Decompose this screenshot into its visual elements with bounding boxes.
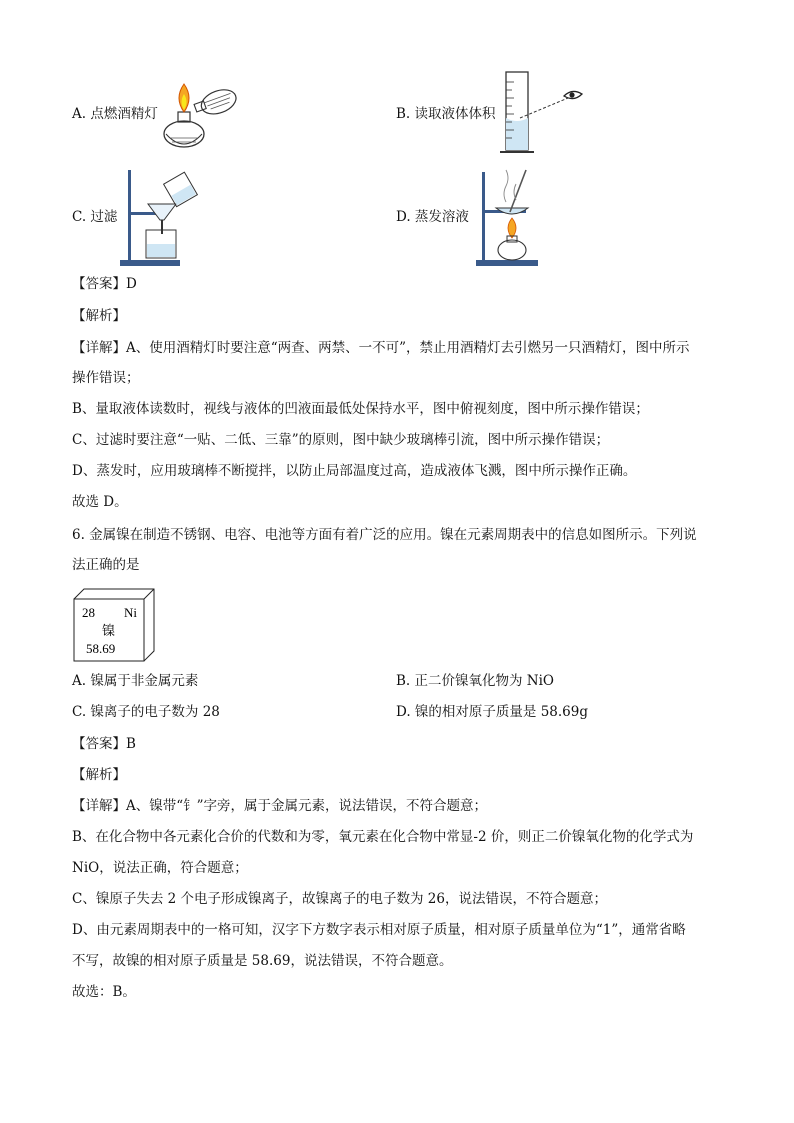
option-d-label: D. 蒸发溶液 [396, 209, 469, 225]
element-atomic-mass: 58.69 [86, 641, 116, 656]
option-c-label: C. 过滤 [72, 209, 118, 225]
evaporation-figure [470, 164, 562, 268]
q6-stem-line: 法正确的是 [72, 557, 140, 573]
q6-conclusion: 故选：B。 [72, 984, 136, 1000]
q6-detail-line: D、由元素周期表中的一格可知，汉字下方数字表示相对原子质量，相对原子质量单位为“1”，通常省略 [72, 922, 686, 938]
graduated-cylinder-reading-figure [496, 68, 588, 158]
q6-detail-line: B、在化合物中各元素化合价的代数和为零，氧元素在化合物中常显-2 价，则正二价镍氧化物的化学式为 [72, 829, 694, 845]
q6-detail-line: 不写，故镍的相对原子质量是 58.69，说法错误，不符合题意。 [72, 953, 453, 969]
q5-detail-line: D、蒸发时，应用玻璃棒不断搅拌，以防止局部温度过高，造成液体飞溅，图中所示操作正确。 [72, 463, 637, 479]
q6-detail-line: NiO，说法正确，符合题意； [72, 860, 248, 876]
q5-detail-line: 操作错误； [72, 370, 140, 386]
element-name: 镍 [102, 623, 116, 638]
q6-answer: 【答案】B [72, 736, 136, 752]
q5-detail-line: B、量取液体读数时，视线与液体的凹液面最低处保持水平，图中俯视刻度，图中所示操作错误； [72, 401, 649, 417]
q5-detail-line: C、过滤时要注意“一贴、二低、三靠”的原则，图中缺少玻璃棒引流，图中所示操作错误； [72, 432, 610, 448]
element-atomic-number: 28 [82, 605, 95, 620]
q6-option-c: C. 镍离子的电子数为 28 [72, 704, 220, 720]
alcohol-lamp-ignition-figure [160, 76, 242, 152]
option-b-label: B. 读取液体体积 [396, 106, 496, 122]
element-symbol: Ni [124, 605, 137, 620]
q6-detail-line: C、镍原子失去 2 个电子形成镍离子，故镍离子的电子数为 26，说法错误，不符合题意； [72, 891, 607, 907]
q5-answer: 【答案】D [72, 276, 137, 292]
q6-option-d: D. 镍的相对原子质量是 58.69g [396, 704, 589, 720]
q5-conclusion: 故选 D。 [72, 494, 128, 510]
q5-analysis-heading: 【解析】 [72, 308, 126, 324]
q6-detail-line: 【详解】A、镍带“钅”字旁，属于金属元素，说法错误，不符合题意； [72, 798, 488, 814]
option-a-label: A. 点燃酒精灯 [72, 106, 158, 122]
filtration-figure [112, 164, 204, 268]
q6-option-a: A. 镍属于非金属元素 [72, 673, 199, 689]
q6-analysis-heading: 【解析】 [72, 767, 126, 783]
q6-stem-line: 6. 金属镍在制造不锈钢、电容、电池等方面有着广泛的应用。镍在元素周期表中的信息如图所示。下列说 [72, 527, 697, 543]
q5-detail-line: 【详解】A、使用酒精灯时要注意“两查、两禁、一不可”，禁止用酒精灯去引燃另一只酒精灯，图中所示 [72, 340, 690, 356]
q6-option-b: B. 正二价镍氧化物为 NiO [396, 673, 554, 689]
nickel-element-card [72, 587, 156, 663]
